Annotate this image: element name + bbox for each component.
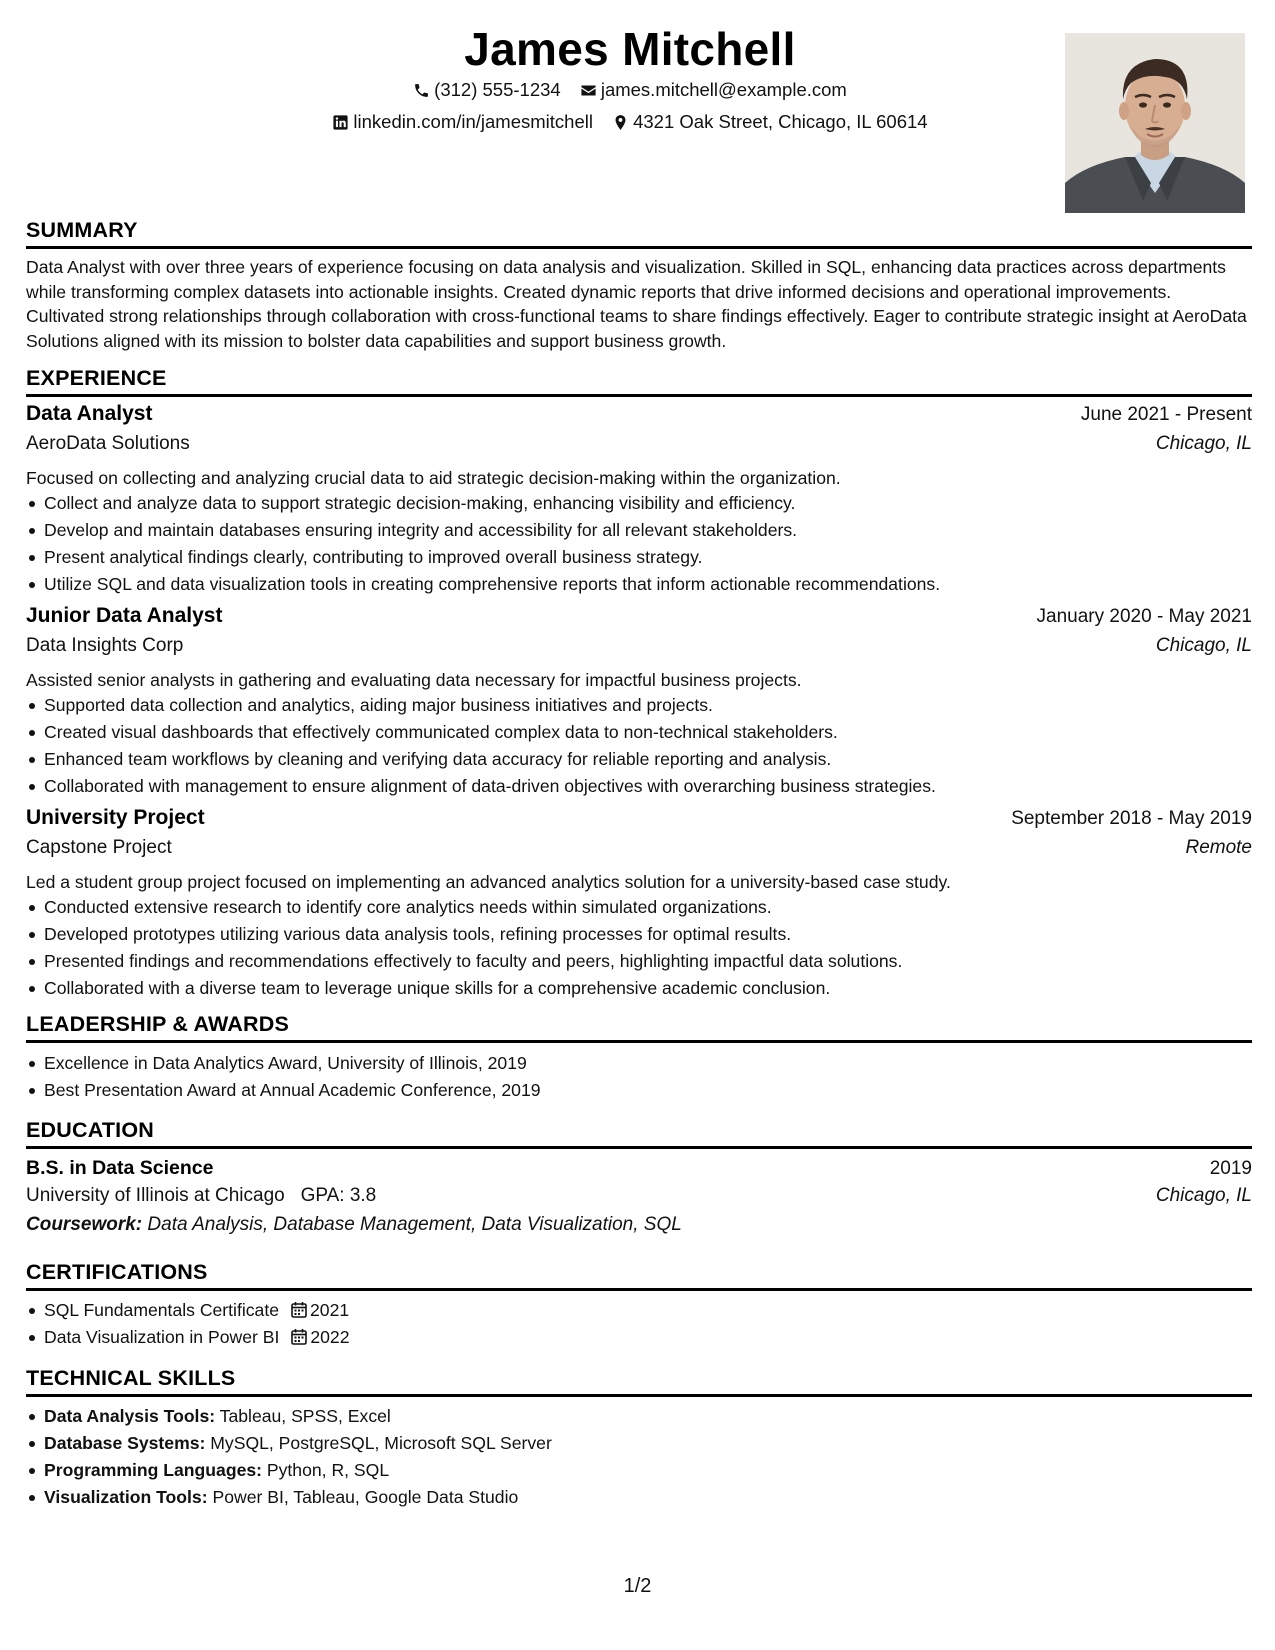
coursework (26, 1213, 1252, 1238)
map-pin-icon (612, 114, 629, 131)
list-item (26, 1484, 1252, 1511)
experience-heading: EXPERIENCE (26, 366, 1252, 397)
job-dates: June 2021 - Present (1080, 404, 1252, 425)
job-company: Capstone Project (26, 837, 172, 858)
skill-value: Tableau, SPSS, Excel (219, 1406, 391, 1426)
certifications-heading: CERTIFICATIONS (26, 1260, 1252, 1291)
job-2-subheader (26, 635, 1252, 657)
linkedin-text: linkedin.com/in/jamesmitchell (353, 111, 593, 132)
graduation-year: 2019 (1209, 1158, 1252, 1179)
job-title: Junior Data Analyst (26, 604, 223, 627)
calendar-icon (291, 1328, 307, 1345)
skill-label: Data Analysis Tools: (44, 1406, 216, 1426)
address-text: 4321 Oak Street, Chicago, IL 60614 (633, 111, 928, 132)
skills-heading: TECHNICAL SKILLS (26, 1366, 1252, 1397)
job-dates: January 2020 - May 2021 (1036, 606, 1252, 627)
certification-name: SQL Fundamentals Certificate (44, 1300, 280, 1320)
list-item: Enhanced team workflows by cleaning and verifying data accuracy for reliable reporting and analysis. (26, 746, 1252, 773)
list-item: Supported data collection and analytics, aiding major business initiatives and projects. (26, 692, 1252, 719)
job-3-bullets (26, 894, 1252, 1002)
education-header (26, 1157, 1252, 1180)
contact-email (580, 79, 847, 101)
awards-list (26, 1050, 1252, 1104)
education-heading: EDUCATION (26, 1118, 1252, 1149)
coursework-list: Data Analysis, Database Management, Data Visualization, SQL (147, 1214, 682, 1235)
coursework-label: Coursework: (26, 1214, 143, 1235)
school-line (26, 1185, 376, 1207)
skill-value: MySQL, PostgreSQL, Microsoft SQL Server (210, 1433, 552, 1453)
certifications-list (26, 1297, 1252, 1351)
page-number: 1/2 (623, 1575, 652, 1597)
job-location: Chicago, IL (1155, 433, 1252, 454)
degree: B.S. in Data Science (26, 1157, 214, 1179)
job-2-bullets (26, 692, 1252, 800)
job-1-subheader (26, 433, 1252, 455)
skills-list (26, 1403, 1252, 1511)
phone-text: (312) 555-1234 (434, 79, 561, 100)
education-subheader (26, 1185, 1252, 1207)
list-item (26, 1297, 1252, 1324)
job-1-header (26, 402, 1252, 426)
contact-address (612, 111, 927, 133)
certification-year: 2021 (310, 1300, 350, 1320)
job-title: Data Analyst (26, 402, 153, 425)
list-item: Collect and analyze data to support strategic decision-making, enhancing visibility and efficiency. (26, 490, 1252, 517)
school-location: Chicago, IL (1155, 1185, 1252, 1206)
job-description: Focused on collecting and analyzing crucial data to aid strategic decision-making within the organization. (26, 468, 841, 488)
list-item: Collaborated with a diverse team to leverage unique skills for a comprehensive academic conclusion. (26, 975, 1252, 1002)
summary-text: Data Analyst with over three years of experience focusing on data analysis and visualization. Skilled in SQL, enhancing data practices across departments while transforming complex datasets into actionable insights. Created dynamic reports that drive informed decisions and operational improvements. Cultivated strong relationships through collaboration with cross-functional teams to share findings effectively. Eager to contribute strategic insight at AeroData Solutions aligned with its mission to bolster data capabilities and support business growth. (26, 257, 1247, 351)
certification-year: 2022 (310, 1327, 350, 1347)
job-company: AeroData Solutions (26, 433, 190, 454)
list-item: Excellence in Data Analytics Award, University of Illinois, 2019 (26, 1050, 1252, 1077)
job-location: Chicago, IL (1155, 635, 1252, 656)
list-item (26, 1430, 1252, 1457)
linkedin-icon (332, 114, 349, 131)
summary-heading: SUMMARY (26, 218, 1252, 249)
list-item (26, 1457, 1252, 1484)
envelope-icon (580, 82, 597, 99)
phone-icon (413, 82, 430, 99)
list-item: Develop and maintain databases ensuring integrity and accessibility for all relevant stakeholders. (26, 517, 1252, 544)
job-description: Led a student group project focused on implementing an advanced analytics solution for a university-based case study. (26, 872, 951, 892)
profile-photo (1065, 33, 1245, 213)
skill-label: Programming Languages: (44, 1460, 262, 1480)
certification-name: Data Visualization in Power BI (44, 1327, 280, 1347)
list-item: Developed prototypes utilizing various data analysis tools, refining processes for optimal results. (26, 921, 1252, 948)
skill-value: Python, R, SQL (266, 1460, 390, 1480)
skill-value: Power BI, Tableau, Google Data Studio (212, 1487, 519, 1507)
list-item: Presented findings and recommendations effectively to faculty and peers, highlighting impactful data solutions. (26, 948, 1252, 975)
candidate-name: James Mitchell (464, 23, 796, 75)
list-item: Present analytical findings clearly, contributing to improved overall business strategy. (26, 544, 1252, 571)
list-item: Created visual dashboards that effectively communicated complex data to non-technical stakeholders. (26, 719, 1252, 746)
skill-label: Database Systems: (44, 1433, 206, 1453)
contact-phone (413, 79, 561, 101)
list-item: Collaborated with management to ensure alignment of data-driven objectives with overarching business strategies. (26, 773, 1252, 800)
list-item: Conducted extensive research to identify core analytics needs within simulated organizations. (26, 894, 1252, 921)
job-company: Data Insights Corp (26, 635, 184, 656)
gpa: GPA: 3.8 (300, 1185, 377, 1206)
skill-label: Visualization Tools: (44, 1487, 208, 1507)
job-description: Assisted senior analysts in gathering and evaluating data necessary for impactful business projects. (26, 670, 802, 690)
email-text: james.mitchell@example.com (600, 79, 847, 100)
leadership-heading: LEADERSHIP & AWARDS (26, 1012, 1252, 1043)
job-2-header (26, 604, 1252, 628)
list-item (26, 1403, 1252, 1430)
contact-linkedin (332, 111, 593, 133)
calendar-icon (291, 1301, 307, 1318)
list-item: Best Presentation Award at Annual Academic Conference, 2019 (26, 1077, 1252, 1104)
job-location: Remote (1185, 837, 1252, 858)
list-item: Utilize SQL and data visualization tools in creating comprehensive reports that inform actionable recommendations. (26, 571, 1252, 598)
list-item (26, 1324, 1252, 1351)
job-3-subheader (26, 837, 1252, 859)
job-dates: September 2018 - May 2019 (1011, 808, 1252, 829)
school-name: University of Illinois at Chicago (26, 1185, 285, 1206)
job-1-bullets (26, 490, 1252, 598)
job-title: University Project (26, 806, 205, 829)
job-3-header (26, 806, 1252, 830)
